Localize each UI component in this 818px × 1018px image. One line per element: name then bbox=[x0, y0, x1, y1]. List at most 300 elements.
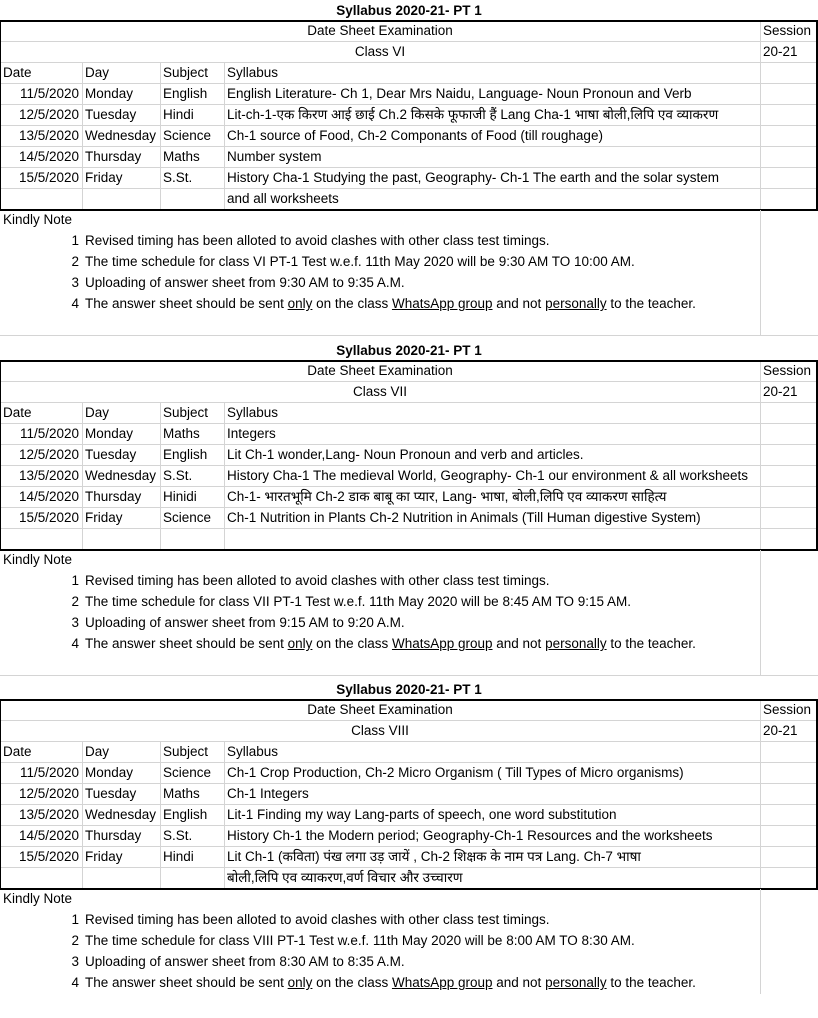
grid-line bbox=[760, 147, 761, 168]
day-cell[interactable]: Friday bbox=[85, 849, 123, 864]
table-row bbox=[0, 466, 818, 487]
table-row bbox=[0, 805, 818, 826]
date-sheet-heading[interactable]: Date Sheet Examination bbox=[307, 23, 453, 38]
grid-line bbox=[760, 466, 761, 487]
table-row bbox=[0, 445, 818, 466]
table-row bbox=[0, 529, 818, 550]
grid-line bbox=[760, 952, 761, 973]
grid-line bbox=[160, 826, 161, 847]
subject-cell[interactable]: English bbox=[163, 86, 208, 101]
syllabus-cell[interactable]: Ch-1 Nutrition in Plants Ch-2 Nutrition in Animals (Till Human digestive System) bbox=[227, 510, 701, 525]
grid-line bbox=[760, 424, 761, 445]
kindly-note-label[interactable]: Kindly Note bbox=[3, 212, 73, 227]
grid-line bbox=[160, 847, 161, 868]
note-text: Uploading of answer sheet from 9:30 AM to 9:35 A.M. bbox=[85, 275, 405, 290]
grid-line bbox=[224, 742, 225, 763]
grid-line bbox=[82, 147, 83, 168]
grid-line bbox=[160, 168, 161, 189]
date-cell[interactable]: 12/5/2020 bbox=[18, 786, 79, 801]
syllabus-cell[interactable] bbox=[224, 529, 760, 550]
syllabus-cell[interactable]: History Cha-1 The medieval World, Geography- Ch-1 our environment & all worksheets bbox=[227, 468, 748, 483]
session-value[interactable]: 20-21 bbox=[763, 44, 798, 59]
grid-line bbox=[224, 63, 225, 84]
grid-line bbox=[760, 529, 761, 550]
grid-line bbox=[224, 424, 225, 445]
note-title-row bbox=[0, 550, 818, 571]
grid-line bbox=[760, 721, 761, 742]
date-cell[interactable]: 12/5/2020 bbox=[18, 107, 79, 122]
note-row bbox=[0, 294, 818, 315]
column-header-subject[interactable]: Subject bbox=[163, 405, 209, 420]
grid-line bbox=[82, 424, 83, 445]
grid-line bbox=[760, 445, 761, 466]
subject-cell[interactable] bbox=[160, 189, 224, 210]
subject-cell[interactable]: English bbox=[163, 447, 208, 462]
underlined-text: only bbox=[287, 975, 313, 990]
note-row bbox=[0, 634, 818, 655]
grid-line bbox=[82, 189, 83, 210]
grid-line bbox=[160, 63, 161, 84]
date-cell[interactable]: 15/5/2020 bbox=[18, 170, 79, 185]
table-row bbox=[0, 508, 818, 529]
table-header-row bbox=[0, 63, 818, 84]
grid-line bbox=[224, 763, 225, 784]
note-number[interactable]: 3 bbox=[71, 615, 79, 630]
subject-cell[interactable]: Hindi bbox=[163, 849, 194, 864]
grid-line bbox=[160, 763, 161, 784]
date-cell[interactable]: 13/5/2020 bbox=[18, 468, 79, 483]
grid-line bbox=[160, 445, 161, 466]
note-text: Revised timing has been alloted to avoid clashes with other class test timings. bbox=[85, 573, 550, 588]
session-label[interactable]: Session bbox=[763, 23, 812, 38]
subject-cell[interactable]: Hindi bbox=[163, 107, 194, 122]
grid-line bbox=[0, 675, 818, 676]
table-row bbox=[0, 189, 818, 210]
grid-line bbox=[224, 105, 225, 126]
grid-line bbox=[160, 508, 161, 529]
grid-line bbox=[224, 147, 225, 168]
grid-line bbox=[760, 571, 761, 592]
column-header-syllabus[interactable]: Syllabus bbox=[227, 65, 279, 80]
date-cell[interactable]: 13/5/2020 bbox=[18, 128, 79, 143]
day-cell[interactable]: Tuesday bbox=[85, 107, 137, 122]
table-row bbox=[0, 487, 818, 508]
date-cell[interactable] bbox=[0, 529, 82, 550]
syllabus-cell[interactable]: Lit-1 Finding my way Lang-parts of speech, one word substitution bbox=[227, 807, 617, 822]
column-header-subject[interactable]: Subject bbox=[163, 744, 209, 759]
table-row bbox=[0, 763, 818, 784]
note-text: Uploading of answer sheet from 9:15 AM to 9:20 A.M. bbox=[85, 615, 405, 630]
grid-line bbox=[760, 763, 761, 784]
grid-line bbox=[82, 466, 83, 487]
grid-line bbox=[160, 784, 161, 805]
subject-cell[interactable] bbox=[160, 868, 224, 889]
day-cell[interactable]: Tuesday bbox=[85, 447, 137, 462]
border-line bbox=[0, 20, 818, 22]
syllabus-cell[interactable]: English Literature- Ch 1, Dear Mrs Naidu, Language- Noun Pronoun and Verb bbox=[227, 86, 692, 101]
grid-line bbox=[760, 382, 761, 403]
syllabus-cell[interactable]: Ch-1- भारतभूमि Ch-2 डाक बाबू का प्यार, Lang- भाषा, बोली,लिपि एव व्याकरण साहित्य bbox=[227, 489, 667, 504]
table-header-row bbox=[0, 742, 818, 763]
column-header-day[interactable]: Day bbox=[85, 405, 110, 420]
underlined-text: WhatsApp group bbox=[391, 975, 493, 990]
subject-cell[interactable]: Science bbox=[163, 510, 212, 525]
grid-line bbox=[760, 868, 761, 889]
grid-line bbox=[224, 466, 225, 487]
subject-cell[interactable]: Science bbox=[163, 128, 212, 143]
note-text-part: The answer sheet should be sent bbox=[85, 636, 288, 651]
border-line bbox=[0, 699, 818, 701]
session-value[interactable]: 20-21 bbox=[763, 723, 798, 738]
section-title: Syllabus 2020-21- PT 1 bbox=[336, 343, 482, 358]
date-cell[interactable] bbox=[0, 868, 82, 889]
exam-header-row bbox=[0, 700, 818, 721]
table-row bbox=[0, 826, 818, 847]
note-title-row bbox=[0, 889, 818, 910]
date-sheet-heading[interactable]: Date Sheet Examination bbox=[307, 702, 453, 717]
column-header-date[interactable]: Date bbox=[3, 405, 32, 420]
grid-line bbox=[224, 826, 225, 847]
day-cell[interactable] bbox=[82, 868, 160, 889]
grid-line bbox=[82, 805, 83, 826]
grid-line bbox=[760, 784, 761, 805]
grid-line bbox=[82, 763, 83, 784]
subject-cell[interactable]: Maths bbox=[163, 149, 200, 164]
date-cell[interactable]: 11/5/2020 bbox=[19, 426, 79, 441]
border-line bbox=[0, 360, 818, 362]
grid-line bbox=[224, 805, 225, 826]
grid-line bbox=[82, 868, 83, 889]
syllabus-cell[interactable]: History Ch-1 the Modern period; Geography-Ch-1 Resources and the worksheets bbox=[227, 828, 713, 843]
grid-line bbox=[160, 84, 161, 105]
note-number[interactable]: 4 bbox=[71, 296, 79, 311]
subject-cell[interactable]: S.St. bbox=[163, 828, 193, 843]
section-title: Syllabus 2020-21- PT 1 bbox=[336, 682, 482, 697]
note-number[interactable]: 2 bbox=[71, 933, 79, 948]
syllabus-cell[interactable]: Lit-ch-1-एक किरण आई छाई Ch.2 किसके फूफाजी हैं Lang Cha-1 भाषा बोली,लिपि एव व्याकरण bbox=[227, 107, 719, 122]
grid-line bbox=[760, 805, 761, 826]
grid-line bbox=[760, 931, 761, 952]
note-text-part: The answer sheet should be sent bbox=[85, 296, 288, 311]
grid-line bbox=[760, 126, 761, 147]
day-cell[interactable]: Friday bbox=[85, 510, 123, 525]
grid-line bbox=[760, 189, 761, 210]
grid-line bbox=[82, 508, 83, 529]
note-row bbox=[0, 931, 818, 952]
note-text: The time schedule for class VIII PT-1 Test w.e.f. 11th May 2020 will be 8:00 AM TO 8:30 AM. bbox=[85, 933, 635, 948]
note-text-part: on the class bbox=[312, 296, 392, 311]
column-header-day[interactable]: Day bbox=[85, 744, 110, 759]
note-text bbox=[82, 973, 760, 994]
day-cell[interactable] bbox=[82, 529, 160, 550]
table-row bbox=[0, 847, 818, 868]
day-cell[interactable]: Monday bbox=[85, 765, 134, 780]
grid-line bbox=[160, 868, 161, 889]
syllabus-cell[interactable]: Integers bbox=[227, 426, 276, 441]
column-header-date[interactable]: Date bbox=[3, 744, 32, 759]
date-cell[interactable]: 15/5/2020 bbox=[18, 849, 79, 864]
note-number[interactable]: 4 bbox=[71, 975, 79, 990]
grid-line bbox=[760, 84, 761, 105]
note-number[interactable]: 1 bbox=[71, 573, 79, 588]
day-cell[interactable]: Monday bbox=[85, 426, 134, 441]
note-text-part: on the class bbox=[312, 975, 392, 990]
grid-line bbox=[760, 973, 761, 994]
grid-line bbox=[224, 168, 225, 189]
grid-line bbox=[224, 445, 225, 466]
note-text-part: to the teacher. bbox=[606, 975, 696, 990]
grid-line bbox=[760, 613, 761, 634]
table-row bbox=[0, 424, 818, 445]
note-number[interactable]: 2 bbox=[71, 594, 79, 609]
date-cell[interactable]: 14/5/2020 bbox=[18, 149, 79, 164]
border-line bbox=[0, 20, 1, 210]
date-sheet-heading[interactable]: Date Sheet Examination bbox=[307, 363, 453, 378]
grid-line bbox=[82, 847, 83, 868]
class-row bbox=[0, 42, 818, 63]
border-line bbox=[0, 360, 1, 550]
column-header-syllabus[interactable]: Syllabus bbox=[227, 405, 279, 420]
grid-line bbox=[760, 700, 761, 721]
grid-line bbox=[224, 868, 225, 889]
day-cell[interactable]: Thursday bbox=[85, 149, 142, 164]
note-title-row bbox=[0, 210, 818, 231]
grid-line bbox=[160, 487, 161, 508]
underlined-text: personally bbox=[545, 975, 607, 990]
note-number[interactable]: 3 bbox=[71, 954, 79, 969]
subject-cell[interactable] bbox=[160, 529, 224, 550]
grid-line bbox=[160, 424, 161, 445]
note-row bbox=[0, 973, 818, 994]
subject-cell[interactable]: Hinidi bbox=[163, 489, 197, 504]
grid-line bbox=[760, 105, 761, 126]
date-cell[interactable]: 14/5/2020 bbox=[18, 828, 79, 843]
grid-line bbox=[82, 445, 83, 466]
table-row bbox=[0, 784, 818, 805]
subject-cell[interactable]: S.St. bbox=[163, 170, 193, 185]
subject-cell[interactable]: Science bbox=[163, 765, 212, 780]
grid-line bbox=[160, 466, 161, 487]
subject-cell[interactable]: S.St. bbox=[163, 468, 193, 483]
table-header-row bbox=[0, 403, 818, 424]
section-title: Syllabus 2020-21- PT 1 bbox=[336, 3, 482, 18]
note-text bbox=[82, 294, 760, 315]
grid-line bbox=[760, 592, 761, 613]
grid-line bbox=[0, 335, 818, 336]
grid-line bbox=[760, 294, 761, 315]
table-row bbox=[0, 126, 818, 147]
grid-line bbox=[760, 21, 761, 42]
grid-line bbox=[760, 168, 761, 189]
syllabus-cell[interactable]: Lit Ch-1 (कविता) पंख लगा उड़ जायें , Ch-2 शिक्षक के नाम पत्र Lang. Ch-7 भाषा bbox=[227, 849, 641, 864]
column-header-syllabus[interactable]: Syllabus bbox=[227, 744, 279, 759]
day-cell[interactable]: Wednesday bbox=[85, 807, 157, 822]
grid-line bbox=[160, 147, 161, 168]
note-text-part: to the teacher. bbox=[606, 296, 696, 311]
grid-line bbox=[82, 784, 83, 805]
syllabus-cell[interactable]: Lit Ch-1 wonder,Lang- Noun Pronoun and verb and articles. bbox=[227, 447, 584, 462]
note-text: Revised timing has been alloted to avoid clashes with other class test timings. bbox=[85, 233, 550, 248]
note-text-part: The answer sheet should be sent bbox=[85, 975, 288, 990]
grid-line bbox=[224, 403, 225, 424]
note-row bbox=[0, 910, 818, 931]
grid-line bbox=[224, 487, 225, 508]
syllabus-cell[interactable]: Ch-1 Integers bbox=[227, 786, 309, 801]
underlined-text: personally bbox=[545, 296, 607, 311]
grid-line bbox=[224, 508, 225, 529]
grid-line bbox=[760, 63, 761, 84]
grid-line bbox=[82, 84, 83, 105]
kindly-note-label[interactable]: Kindly Note bbox=[3, 891, 73, 906]
underlined-text: WhatsApp group bbox=[391, 636, 493, 651]
grid-line bbox=[82, 126, 83, 147]
grid-line bbox=[224, 847, 225, 868]
day-cell[interactable]: Wednesday bbox=[85, 468, 157, 483]
grid-line bbox=[760, 889, 761, 910]
grid-line bbox=[160, 742, 161, 763]
table-row bbox=[0, 147, 818, 168]
class-name[interactable]: Class VII bbox=[352, 384, 407, 399]
grid-line bbox=[160, 105, 161, 126]
grid-line bbox=[82, 168, 83, 189]
grid-line bbox=[82, 105, 83, 126]
underlined-text: only bbox=[287, 296, 313, 311]
subject-cell[interactable]: Maths bbox=[163, 786, 200, 801]
syllabus-cell[interactable]: बोली,लिपि एव व्याकरण,वर्ण विचार और उच्चारण bbox=[227, 870, 463, 885]
note-number[interactable]: 3 bbox=[71, 275, 79, 290]
table-row bbox=[0, 168, 818, 189]
day-cell[interactable]: Thursday bbox=[85, 489, 142, 504]
syllabus-cell[interactable]: Number system bbox=[227, 149, 322, 164]
date-cell[interactable]: 13/5/2020 bbox=[18, 807, 79, 822]
column-header-date[interactable]: Date bbox=[3, 65, 32, 80]
note-row bbox=[0, 273, 818, 294]
grid-line bbox=[82, 63, 83, 84]
day-cell[interactable]: Friday bbox=[85, 170, 123, 185]
session-label[interactable]: Session bbox=[763, 702, 812, 717]
note-text bbox=[82, 634, 760, 655]
note-text-part: and not bbox=[492, 975, 546, 990]
underlined-text: WhatsApp group bbox=[391, 296, 493, 311]
note-text: Revised timing has been alloted to avoid clashes with other class test timings. bbox=[85, 912, 550, 927]
table-row bbox=[0, 105, 818, 126]
note-number[interactable]: 1 bbox=[71, 233, 79, 248]
grid-line bbox=[160, 805, 161, 826]
note-text-part: and not bbox=[492, 296, 546, 311]
underlined-text: personally bbox=[545, 636, 607, 651]
note-row bbox=[0, 952, 818, 973]
session-value[interactable]: 20-21 bbox=[763, 384, 798, 399]
note-text-part: on the class bbox=[312, 636, 392, 651]
subject-cell[interactable]: English bbox=[163, 807, 208, 822]
class-name[interactable]: Class VIII bbox=[351, 723, 409, 738]
note-text: Uploading of answer sheet from 8:30 AM to 8:35 A.M. bbox=[85, 954, 405, 969]
grid-line bbox=[82, 826, 83, 847]
grid-line bbox=[760, 826, 761, 847]
class-row bbox=[0, 721, 818, 742]
day-cell[interactable]: Tuesday bbox=[85, 786, 137, 801]
grid-line bbox=[82, 403, 83, 424]
grid-line bbox=[760, 634, 761, 655]
note-row bbox=[0, 252, 818, 273]
grid-line bbox=[160, 529, 161, 550]
grid-line bbox=[760, 315, 761, 336]
note-row bbox=[0, 231, 818, 252]
grid-line bbox=[760, 508, 761, 529]
date-cell[interactable]: 15/5/2020 bbox=[18, 510, 79, 525]
grid-line bbox=[160, 126, 161, 147]
grid-line bbox=[224, 189, 225, 210]
class-row bbox=[0, 382, 818, 403]
table-row bbox=[0, 84, 818, 105]
grid-line bbox=[760, 231, 761, 252]
grid-line bbox=[224, 529, 225, 550]
grid-line bbox=[760, 210, 761, 231]
grid-line bbox=[224, 84, 225, 105]
subject-cell[interactable]: Maths bbox=[163, 426, 200, 441]
grid-line bbox=[760, 273, 761, 294]
grid-line bbox=[82, 487, 83, 508]
note-row bbox=[0, 613, 818, 634]
note-text: The time schedule for class VII PT-1 Test w.e.f. 11th May 2020 will be 8:45 AM TO 9:15 AM. bbox=[85, 594, 632, 609]
date-cell[interactable] bbox=[0, 189, 82, 210]
exam-header-row bbox=[0, 21, 818, 42]
table-row bbox=[0, 868, 818, 889]
syllabus-cell[interactable]: Ch-1 Crop Production, Ch-2 Micro Organism ( Till Types of Micro organisms) bbox=[227, 765, 684, 780]
note-text-part: to the teacher. bbox=[606, 636, 696, 651]
date-cell[interactable]: 12/5/2020 bbox=[18, 447, 79, 462]
session-label[interactable]: Session bbox=[763, 363, 812, 378]
grid-line bbox=[760, 487, 761, 508]
column-header-day[interactable]: Day bbox=[85, 65, 110, 80]
grid-line bbox=[760, 361, 761, 382]
border-line bbox=[0, 699, 1, 889]
grid-line bbox=[760, 742, 761, 763]
grid-line bbox=[82, 529, 83, 550]
grid-line bbox=[224, 784, 225, 805]
note-text: The time schedule for class VI PT-1 Test w.e.f. 11th May 2020 will be 9:30 AM TO 10:00 AM. bbox=[85, 254, 635, 269]
date-cell[interactable]: 11/5/2020 bbox=[19, 86, 79, 101]
syllabus-cell[interactable]: Ch-1 source of Food, Ch-2 Componants of Food (till roughage) bbox=[227, 128, 603, 143]
syllabus-cell[interactable]: History Cha-1 Studying the past, Geography- Ch-1 The earth and the solar system bbox=[227, 170, 719, 185]
syllabus-cell[interactable]: and all worksheets bbox=[227, 191, 339, 206]
day-cell[interactable] bbox=[82, 189, 160, 210]
day-cell[interactable]: Monday bbox=[85, 86, 134, 101]
note-row bbox=[0, 571, 818, 592]
grid-line bbox=[760, 847, 761, 868]
day-cell[interactable]: Thursday bbox=[85, 828, 142, 843]
grid-line bbox=[224, 126, 225, 147]
grid-line bbox=[760, 910, 761, 931]
column-header-subject[interactable]: Subject bbox=[163, 65, 209, 80]
grid-line bbox=[760, 252, 761, 273]
note-number[interactable]: 1 bbox=[71, 912, 79, 927]
grid-line bbox=[760, 42, 761, 63]
grid-line bbox=[760, 403, 761, 424]
class-name[interactable]: Class VI bbox=[354, 44, 406, 59]
note-number[interactable]: 2 bbox=[71, 254, 79, 269]
kindly-note-label[interactable]: Kindly Note bbox=[3, 552, 73, 567]
date-cell[interactable]: 14/5/2020 bbox=[18, 489, 79, 504]
note-text-part: and not bbox=[492, 636, 546, 651]
date-cell[interactable]: 11/5/2020 bbox=[19, 765, 79, 780]
note-number[interactable]: 4 bbox=[71, 636, 79, 651]
day-cell[interactable]: Wednesday bbox=[85, 128, 157, 143]
grid-line bbox=[160, 403, 161, 424]
underlined-text: only bbox=[287, 636, 313, 651]
grid-line bbox=[760, 655, 761, 676]
grid-line bbox=[82, 742, 83, 763]
